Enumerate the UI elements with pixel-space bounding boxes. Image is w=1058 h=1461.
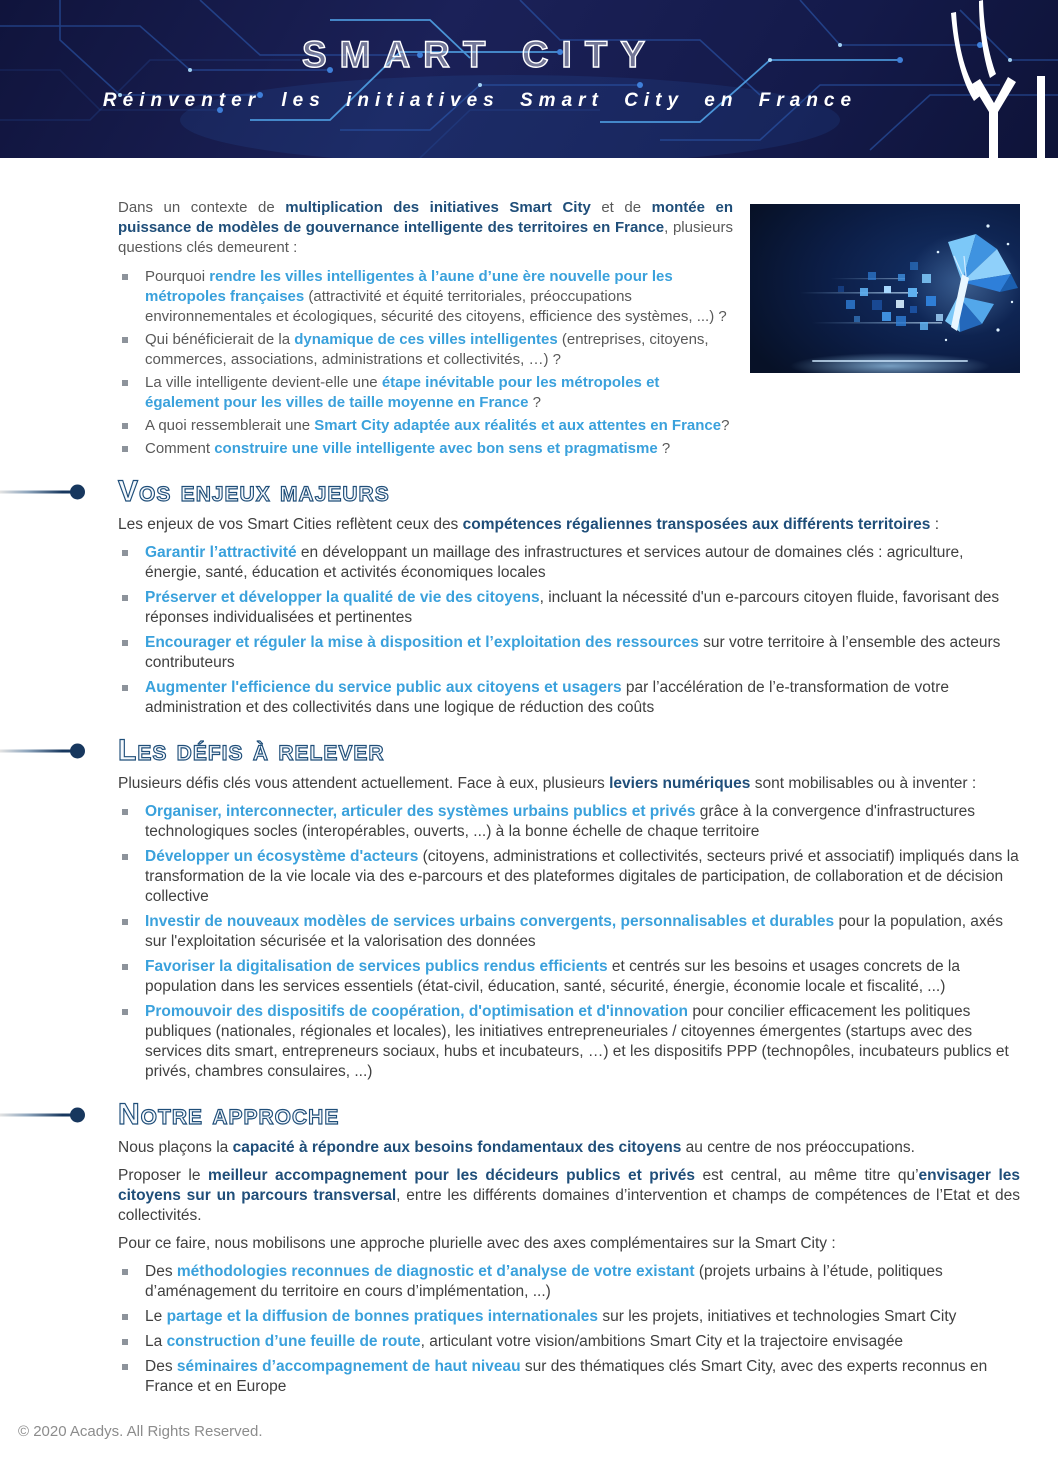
text-segment: (entreprises, citoyens, commerces, associations, administrations et collectivités, …) ? <box>145 331 709 368</box>
text-segment: capacité à répondre aux besoins fondamentaux des citoyens <box>232 1139 682 1156</box>
text-segment: La <box>145 1333 167 1350</box>
section-bullet <box>118 957 1020 997</box>
text-segment: ? <box>657 440 671 457</box>
text-segment: sur les projets, initiatives et technologies Smart City <box>598 1308 957 1325</box>
section-body <box>0 1136 1058 1397</box>
text-segment: Favoriser la digitalisation de services publics rendus efficients <box>145 958 608 975</box>
section-notre-approche <box>0 1094 1058 1397</box>
bullet-text <box>145 803 975 840</box>
text-segment: Dans un contexte de <box>118 199 286 216</box>
section-bullet <box>118 588 1020 628</box>
bullet-text <box>145 913 1003 950</box>
bullet-square-icon <box>122 446 128 452</box>
section-paragraph <box>118 1138 1020 1158</box>
text-segment: meilleur accompagnement pour les décideurs publics et privés <box>208 1167 695 1184</box>
bullet-square-icon <box>122 854 128 860</box>
section-title: Vos enjeux majeurs <box>118 475 390 508</box>
text-segment: est central, au même titre qu’ <box>694 1167 919 1184</box>
text-segment: Le <box>145 1308 167 1325</box>
text-segment: pour la population, axés sur l'exploitation sécurisée et la valorisation des données <box>145 913 1004 950</box>
intro-bullet <box>118 439 1020 459</box>
section-body <box>0 513 1058 718</box>
text-segment: Qui bénéficierait de la <box>145 331 295 348</box>
bullet-text <box>145 331 709 368</box>
text-segment: montée en puissance de modèles de gouvernance intelligente des territoires en France <box>118 199 733 236</box>
section-bullet-list <box>118 543 1020 718</box>
section-paragraph <box>118 1234 1020 1254</box>
text-segment: , incluant la nécessité d'un e-parcours citoyen fluide, favorisant des réponses individualisées et pertinentes <box>145 589 1000 626</box>
intro-bullet-list <box>118 267 1020 459</box>
section-les-defis-a-relever <box>0 730 1058 1082</box>
line-dot-icon <box>0 744 92 759</box>
text-segment: Développer un écosystème d'acteurs <box>145 848 419 865</box>
section-title: Notre approche <box>118 1098 340 1131</box>
intro-bullet <box>118 330 1020 370</box>
text-segment: ? <box>721 417 730 434</box>
section-title: Les défis à relever <box>118 734 385 767</box>
intro-bullet <box>118 373 1020 413</box>
text-segment: méthodologies reconnues de diagnostic et d’analyse de votre existant <box>176 1263 695 1280</box>
bullet-text <box>145 1003 1009 1080</box>
intro-bullet <box>118 267 1020 327</box>
document-body <box>0 158 1058 1397</box>
intro-section <box>0 198 1058 459</box>
section-paragraph <box>118 1166 1020 1226</box>
text-segment: au centre de nos préoccupations. <box>681 1139 915 1156</box>
section-lead <box>118 774 1020 794</box>
text-segment: sur votre territoire à l’ensemble des acteurs contributeurs <box>145 634 1001 671</box>
text-segment: Préserver et développer la qualité de vie des citoyens <box>145 589 540 606</box>
bullet-text <box>145 440 670 457</box>
line-dot-icon <box>0 485 92 500</box>
section-bullet <box>118 1262 1020 1302</box>
text-segment: construction d’une feuille de route <box>166 1333 421 1350</box>
section-bullet <box>118 678 1020 718</box>
text-segment: construire une ville intelligente avec bon sens et pragmatisme <box>214 440 658 457</box>
acadys-y-logo-icon <box>928 0 1046 158</box>
section-bullet <box>118 1332 1020 1352</box>
text-segment: par l’accélération de l’e-transformation de votre administration et des collectivités dans une logique de réduction des coûts <box>145 679 949 716</box>
text-segment: Investir de nouveaux modèles de services urbains convergents, personnalisables et durables <box>145 913 835 930</box>
bullet-text <box>145 374 659 411</box>
text-segment: envisager les citoyens sur un parcours transversal <box>118 1167 1021 1204</box>
text-segment: Garantir l’attractivité <box>145 544 297 561</box>
page-title: SMART CITY <box>301 34 659 75</box>
bullet-square-icon <box>122 1314 128 1320</box>
text-segment: pour concilier efficacement les politiques publiques (nationales, régionales et locales), les initiatives entrepreneuriales / citoyennes émergentes (startups avec des services dits smart, entrepreneurs sociaux, hubs et incubateurs, …) et les dispositifs PPP (technopôles, incubateurs publics et privés, chambres consulaires, ...) <box>145 1003 1009 1080</box>
text-segment: , entre les différents domaines d’intervention et champs de compétences de l’Etat et des collectivités. <box>118 1187 1021 1224</box>
line-dot-icon <box>0 1108 92 1123</box>
text-segment: (attractivité et équité territoriales, préoccupations environnementales et écologiques, sécurité des citoyens, efficience des systèmes, ...) ? <box>145 288 727 325</box>
text-segment: : <box>930 516 940 533</box>
bullet-square-icon <box>122 919 128 925</box>
text-segment: compétences régaliennes transposées aux différents territoires <box>462 516 931 533</box>
section-heading-row <box>0 471 1058 513</box>
bullet-square-icon <box>122 274 128 280</box>
page-subtitle: Réinventer les initiatives Smart City en France <box>102 90 858 111</box>
text-segment: La ville intelligente devient-elle une <box>145 374 382 391</box>
text-segment: Encourager et réguler la mise à disposition et l’exploitation des ressources <box>145 634 699 651</box>
bullet-text <box>145 634 1000 671</box>
bullet-square-icon <box>122 423 128 429</box>
text-segment: Des <box>145 1358 177 1375</box>
text-segment: Les enjeux de vos Smart Cities reflètent ceux des <box>118 516 463 533</box>
bullet-text <box>145 589 999 626</box>
bullet-text <box>145 1333 903 1350</box>
text-segment: sont mobilisables ou à inventer : <box>750 775 977 792</box>
text-segment: grâce à la convergence d'infrastructures technologiques socles (interopérables, ouverts, ...) à la bonne échelle de chaque territoire <box>145 803 976 840</box>
bullet-square-icon <box>122 964 128 970</box>
text-segment: multiplication des initiatives Smart City <box>285 199 591 216</box>
bullet-text <box>145 848 1019 905</box>
section-bullet <box>118 1002 1020 1082</box>
text-segment: partage et la diffusion de bonnes pratiques internationales <box>166 1308 599 1325</box>
section-body <box>0 772 1058 1082</box>
section-heading-row <box>0 730 1058 772</box>
text-segment: dynamique de ces villes intelligentes <box>294 331 558 348</box>
text-segment: (projets urbains à l’étude, politiques d’aménagement du territoire en cours d’implémentation, ...) <box>145 1263 943 1300</box>
text-segment: séminaires d’accompagnement de haut niveau <box>176 1358 521 1375</box>
page-footer <box>18 1423 263 1440</box>
section-bullet <box>118 1307 1020 1327</box>
text-segment: Nous plaçons la <box>118 1139 233 1156</box>
bullet-square-icon <box>122 1364 128 1370</box>
text-segment: leviers numériques <box>609 775 751 792</box>
bullet-square-icon <box>122 1009 128 1015</box>
section-paragraphs <box>118 1138 1020 1254</box>
section-vos-enjeux-majeurs <box>0 471 1058 718</box>
bullet-text <box>145 679 949 716</box>
text-segment: Plusieurs défis clés vous attendent actuellement. Face à eux, plusieurs <box>118 775 610 792</box>
text-segment: , plusieurs questions clés demeurent : <box>118 219 733 256</box>
text-segment: (citoyens, administrations et collectivités, secteurs privé et associatif) impliqués dans la transformation de la vie locale via des e-parcours et des plateformes digitales de participation, de collaboration et de décision collective <box>145 848 1019 905</box>
text-segment: Augmenter l'efficience du service public aux citoyens et usagers <box>145 679 622 696</box>
text-segment: Pour ce faire, nous mobilisons une approche plurielle avec des axes complémentaires sur la Smart City : <box>118 1235 836 1252</box>
text-segment: Smart City adaptée aux réalités et aux attentes en France <box>314 417 722 434</box>
text-segment: et centrés sur les besoins et usages concrets de la population dans les services essentiels (état-civil, éducation, santé, sécurité, énergie, économie locale et fiscalité, ...) <box>145 958 960 995</box>
text-segment: Organiser, interconnecter, articuler des systèmes urbains publics et privés <box>145 803 696 820</box>
bullet-square-icon <box>122 337 128 343</box>
bullet-square-icon <box>122 685 128 691</box>
text-segment: en développant un maillage des infrastructures et services autour de domaines clés : agriculture, énergie, santé, éducation et activités économiques locales <box>145 544 964 581</box>
bullet-text <box>145 1263 943 1300</box>
text-segment: Pourquoi <box>145 268 210 285</box>
bullet-square-icon <box>122 1339 128 1345</box>
text-segment: A quoi ressemblerait une <box>145 417 315 434</box>
copyright-text: © 2020 Acadys. All Rights Reserved. <box>18 1423 263 1440</box>
intro-bullet <box>118 416 1020 436</box>
section-heading-row <box>0 1094 1058 1136</box>
section-bullet-list <box>118 1262 1020 1397</box>
text-segment: et de <box>590 199 652 216</box>
bullet-square-icon <box>122 595 128 601</box>
text-segment: sur des thématiques clés Smart City, avec des experts reconnus en France et en Europe <box>145 1358 988 1395</box>
bullet-text <box>145 544 963 581</box>
bullet-square-icon <box>122 640 128 646</box>
bullet-text <box>145 417 729 434</box>
header-text-block <box>0 0 960 112</box>
text-segment: Promouvoir des dispositifs de coopération, d'optimisation et d'innovation <box>145 1003 689 1020</box>
page-header <box>0 0 1058 158</box>
text-segment: Proposer le <box>118 1167 209 1184</box>
bullet-text <box>145 268 727 325</box>
section-lead <box>118 515 1020 535</box>
section-bullet <box>118 802 1020 842</box>
section-bullet <box>118 543 1020 583</box>
text-segment: ? <box>528 394 541 411</box>
section-bullet <box>118 1357 1020 1397</box>
text-segment: , articulant votre vision/ambitions Smart City et la trajectoire envisagée <box>420 1333 904 1350</box>
bullet-text <box>145 958 960 995</box>
section-bullet <box>118 847 1020 907</box>
text-segment: étape inévitable pour les métropoles et également pour les villes de taille moyenne en France <box>145 374 660 411</box>
bullet-square-icon <box>122 380 128 386</box>
text-segment: rendre les villes intelligentes à l’aune d’une ère nouvelle pour les métropoles françaises <box>145 268 673 305</box>
bullet-square-icon <box>122 550 128 556</box>
section-bullet <box>118 912 1020 952</box>
bullet-square-icon <box>122 1269 128 1275</box>
text-segment: Des <box>145 1263 177 1280</box>
text-segment: Comment <box>145 440 215 457</box>
bullet-text <box>145 1308 956 1325</box>
bullet-square-icon <box>122 809 128 815</box>
section-bullet-list <box>118 802 1020 1082</box>
bullet-text <box>145 1358 987 1395</box>
section-bullet <box>118 633 1020 673</box>
